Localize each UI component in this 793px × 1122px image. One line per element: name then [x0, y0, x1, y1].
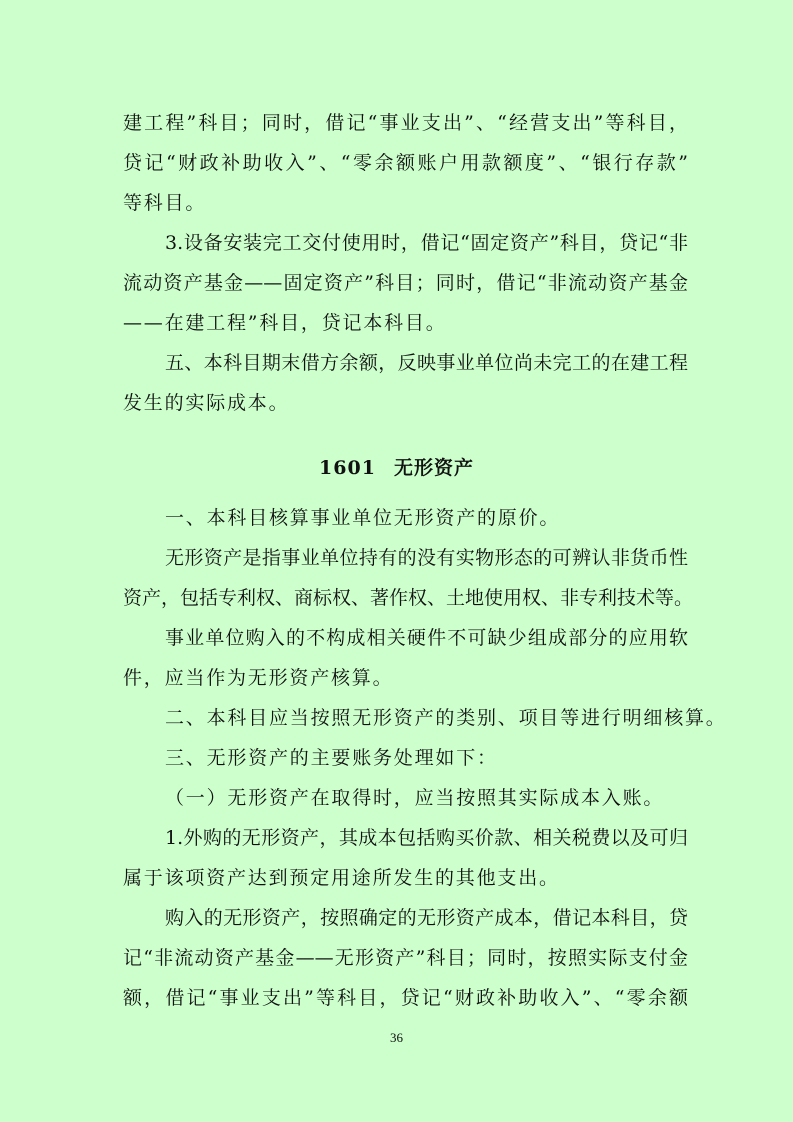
text-line: 无形资产是指事业单位持有的没有实物形态的可辨认非货币性 [165, 547, 688, 569]
text-line: ——在建工程”科目，贷记本科目。 [123, 312, 447, 334]
text-line: 资产，包括专利权、商标权、著作权、土地使用权、非专利技术等。 [123, 587, 694, 609]
text-line: 记“非流动资产基金——无形资产”科目；同时，按照实际支付金 [123, 947, 688, 969]
text-line: 流动资产基金——固定资产”科目；同时，借记“非流动资产基金 [123, 272, 688, 294]
text-line: 二、本科目应当按照无形资产的类别、项目等进行明细核算。 [165, 707, 727, 729]
section-number: 1601 [319, 457, 376, 479]
text-line: 贷记“财政补助收入”、“零余额账户用款额度”、“银行存款” [123, 152, 688, 174]
text-line: 3.设备安装完工交付使用时，借记“固定资产”科目，贷记“非 [165, 232, 688, 254]
text-line: 发生的实际成本。 [123, 392, 290, 414]
text-line: 属于该项资产达到预定用途所发生的其他支出。 [123, 867, 560, 889]
text-line: 三、无形资产的主要账务处理如下： [165, 747, 498, 769]
text-line: 五、本科目期末借方余额，反映事业单位尚未完工的在建工程 [165, 352, 688, 374]
section-heading [0, 455, 793, 481]
text-line: 一、本科目核算事业单位无形资产的原价。 [165, 507, 561, 529]
text-line: 1.外购的无形资产，其成本包括购买价款、相关税费以及可归 [165, 827, 688, 849]
text-line: 额，借记“事业支出”等科目，贷记“财政补助收入”、“零余额 [123, 987, 688, 1009]
text-line: 建工程”科目；同时，借记“事业支出”、“经营支出”等科目， [123, 112, 688, 134]
text-line: 等科目。 [123, 192, 207, 214]
text-line: 件，应当作为无形资产核算。 [123, 667, 394, 689]
page-number: 36 [390, 1030, 403, 1045]
text-line: （一）无形资产在取得时，应当按照其实际成本入账。 [165, 787, 665, 809]
text-line: 事业单位购入的不构成相关硬件不可缺少组成部分的应用软 [165, 627, 688, 649]
text-line: 购入的无形资产，按照确定的无形资产成本，借记本科目，贷 [165, 907, 688, 929]
section-title: 无形资产 [393, 457, 474, 479]
